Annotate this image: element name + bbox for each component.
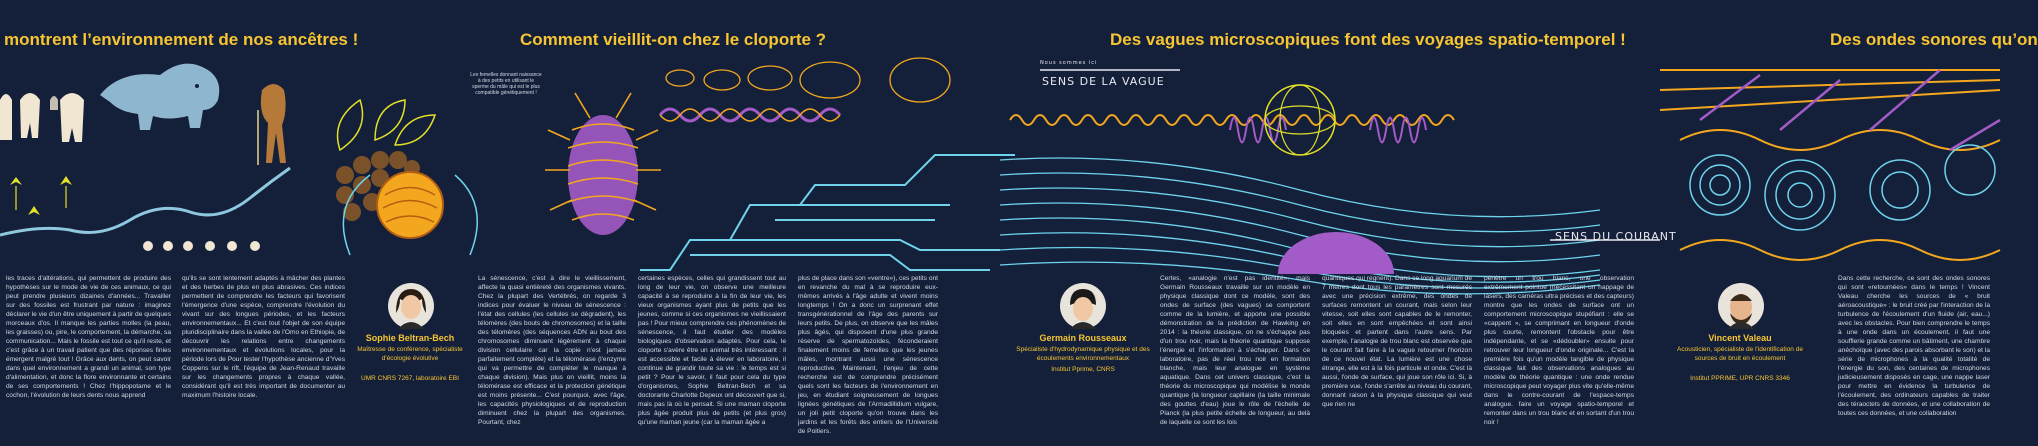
body-text-col-2: certaines espèces, celles qui grandissent tout au long de leur vie, on observe une meilleure capacité à se reproduire à la fin de leur vie, les vieux organismes ayant plus de petits que les jeunes, comme si ces organismes ne vieillissaient pas ! Pour mieux comprendre ces phénomènes de sénescence, il faut étudier des modèles biologiques d'observation adaptés. Pour cela, le cloporte s'avère être un animal très intéressant : il est accessible et facile à élever en laboratoire, il continue de grandir toute sa vie : le temps est si petit ? Pour le savoir, il faut pour cela du type d'organismes, Sophie Beltran-Bech et sa doctorante Charlotte Depeux ont découvert que si, mais pas là où le pensait. Si une maman cloporte plus âgée produit plus de petits (et plus gros) qu'une maman jeune (car la maman âgée a: [638, 275, 786, 426]
author-lab: Institut Pprime, CNRS: [1051, 366, 1115, 373]
author-role: Acousticien, spécialiste de l'identification de sources de bruit en écoulement: [1677, 346, 1803, 362]
panel-title: Des vagues microscopiques font des voyages spatio-temporel !: [1110, 30, 1626, 49]
body-text-col-2: quantiques qui règnent). Dans ce long aquarium de 7 mètres dont tous les paramètres sont mesurés avec une précision extrême, des ondes de surfaces remontent un courant, mais selon leur vitesse, soit elles sont capables de le remonter, soit elles en sont empêchées et sont ainsi bloquées et partent dans l'autre sens. Par exemple, l'analogie de trou blanc est observée que le courant fait faire à la vague retourner l'horizon de ce nouvel état. La lumière est une chose étrange, elle est à la fois particule et onde. C'est là aussi, l'onde de surface, qui joue son rôle ici. Si, à première vue, l'onde s'arrête au niveau du courant, donnant raison à la physique classique qui veut que rien ne: [1322, 275, 1472, 408]
body-text-col-3: pénètre un trou blanc, une observation extrêmement pointue (nécessitant un nappage de lasers, des caméras ultra précises et des capteurs) montre que les ondes de surface ont un comportement microscopique stupéfiant : elle se «cappent », se comprimant en longueur d'onde plus courte, remontent l'obstacle pour être indépendante, et se «dédoubler» ensuite pour retrouver leur longueur d'onde originale... C'est la première fois qu'un modèle tangible de physique classique fait des observations analogues au modèle de théorie quantique : une onde rendue microscopique peut voyager plus vite qu'elle-même dans le contre-courant de l'espace-temps analogue. faire un voyage spatio-temporel et remonter dans un trou blanc et en sortant d'un trou noir !: [1484, 275, 1634, 426]
panel-waves: [1000, 0, 1677, 446]
body-text-col-1: Certes, «analogie n'est pas identité», mais Germain Rousseaux travaille sur un modèle en physique classique dont ce modèle, sont des ondes de surface (des vagues) se comportent comme de la lumière, et apporte une possible démonstration de la prédiction de Hawking en 2014 : la théorie classique, on ne s'échappe pas d'un trou noir, mais la théorie quantique suppose l'énergie et l'information à s'échapper. Dans ce laboratoire, pas de réel trou noir en formation blanche, mais leur analogue en système aquatique. Dans cet univers classique, c'est la théorie du microscopique qui modélise le monde quantique (la longueur capillaire (la taille minimale des gouttes d'eau) joue le rôle de l'échelle de Planck (la plus petite échelle de longueur, au delà de laquelle ce sont les lois: [1160, 275, 1310, 426]
panel-woodlouse: [357, 0, 1000, 446]
avatar: [388, 283, 434, 329]
avatar: [1060, 283, 1106, 329]
author-name: Vincent Valeau: [1708, 333, 1772, 343]
panel-title: Des ondes sonores qu’on: [1830, 30, 2038, 49]
panel-title: Comment vieillit-on chez le cloporte ?: [520, 30, 827, 49]
author-name: Sophie Beltran-Bech: [365, 333, 455, 343]
body-text-col-1: Dans cette recherche, ce sont des ondes sonores qui sont «retournées» dans le temps ! Vincent Valeau cherche les sources de « bruit aéroacoustique» : le bruit créé par l'interaction de la turbulence de l'écoulement d'un fluide (air, eau...) avec les obstacles. Pour bien comprendre le temps à une onde dans un écoulement, il faut une soufflerie grande comme un bâtiment, une chambre anéchoïque (avec des parois absorbant le son) et la série de microphones à la qualité totalité de l'énergie du son, des centaines de microphones judicieusement disposés en cage, une nappe laser pour mettre en évidence la turbulence de l'écoulement, des ordinateurs capables de traiter des téraoctets de données, et une collaboration de toutes ces données, et une collaboration: [1838, 275, 1990, 417]
current-direction-label: SENS DU COURANT: [1555, 230, 1677, 243]
body-text-col-2: qu'ils se sont lentement adaptés à mâcher des plantes et des herbes de plus en plus abrasives. Ces indices permettent de comprendre les facteurs qui favorisent l'émergence d'une espèce, comprendre l'évolution du vivant sur des longues périodes, et les facteurs environnementaux... Et c'est tout l'objet de son équipe pluridisciplinaire dans la vallée de l'Omo en Ethiopie, de découvrir les relations entre changements environnementaux et évolutions locales, pour la période lors de Pour tester l'hypothèse ancienne d'Yves Coppens sur le rift, l'équipe de Jean-Renaud travaille sur les changements propres à chaque vallée, considérant qu'il est très important de documenter au maximum l'histoire locale.: [182, 275, 345, 399]
author-role: Maîtresse de conférence, spécialiste d'écologie évolutive: [357, 346, 463, 362]
avatar: [1718, 283, 1764, 329]
panel-ancestors: [0, 0, 360, 446]
wave-direction-label: SENS DE LA VAGUE: [1042, 75, 1165, 88]
author-name: Germain Rousseaux: [1039, 333, 1127, 343]
body-text-col-3: plus de place dans son «ventre»), ces petits ont en revanche du mal à se reproduire eux-mêmes arrivés à l'âge adulte et vivent moins longtemps ! On a donc un surprenant effet transgénérationnel de l'âge des parents sur leurs petits. De plus, on observe que les mâles plus âgés, qui disposent d'une plus grande réserve de spermatozoïdes, féconderaient finalement moins de femelles que les jeunes mâles, montrant aussi une sénescence reproductive. Maintenant, l'enjeu de cette recherche est de comprendre précisément quels sont les facteurs de l'environnement en jeu, en étudiant soigneusement de longues lignées génétiques de l'Armadillidium vulgare, un joli petit cloporte qu'on trouve dans les jardins et les forêts des entiers de l'Université de Poitiers.: [798, 275, 938, 435]
panel-sound: [1660, 0, 2038, 446]
author-lab: Institut PPRIME, UPR CNRS 3346: [1690, 375, 1790, 382]
panel-title: montrent l’environnement de nos ancêtres !: [4, 30, 359, 49]
body-text-col-1: les traces d'altérations, qui permettent de produire des hypothèses sur le mode de vie de ces animaux, ce qui peut prendre plusieurs dizaines d'années... Travailler sur des fossiles est frustrant par nature : imaginez déclarer le vie d'un être uniquement à partir de quelques morceaux d'os. Il manque les parties molles (la peau, les graisses) ou, pire, le comportement, la démarche, sa communication... Mais le fossile est tout ce qu'il reste, et c'est grâce à un travail patient que des réponses finies émergent malgré tout ! Grâce aux dents, on peut savoir dans quel environnement a grandi un animal, son type d'alimentation, et donc la flore environnante et certains de ses comportements ! Chez l'hippopotame et le cochon, l'évolution de leurs dents nous apprend: [6, 275, 171, 399]
author-role: Spécialiste d'hydrodynamique physique et des écoulements environnementaux: [1016, 346, 1150, 362]
female-note: Les femelles donnant naissance à des petits en utilisant le sperme du mâle qui est le plus compatible génétiquement !: [470, 72, 542, 96]
wave-direction-note: Nous sommes ici: [1040, 60, 1098, 66]
body-text-col-1: La sénescence, c'est à dire le vieillissement, affecte la quasi entièreté des organismes vivants. Chez la plupart des Vertébrés, on regarde 3 indices pour évaluer le niveau de sénescence : l'état des cellules (les cellules se dégradent), les télomères (des bouts de chromosomes) et la taille des télomères (des séquences ADN au bout des chromosomes diminuent légèrement à chaque division cellulaire car la copie n'est jamais parfaitement complète) et la télomérase (l'enzyme qui va permettre de compléter le manque à chaque division). Mais plus on vieillit, moins la télomérase est efficace et la protection génétique est moins présente... C'est pourquoi, avec l'âge, les capacités physiologiques et de reproduction diminuent chez la plupart des organismes. Pourtant, chez: [478, 275, 626, 426]
author-lab: UMR CNRS 7267, laboratoire EBI: [361, 375, 459, 382]
